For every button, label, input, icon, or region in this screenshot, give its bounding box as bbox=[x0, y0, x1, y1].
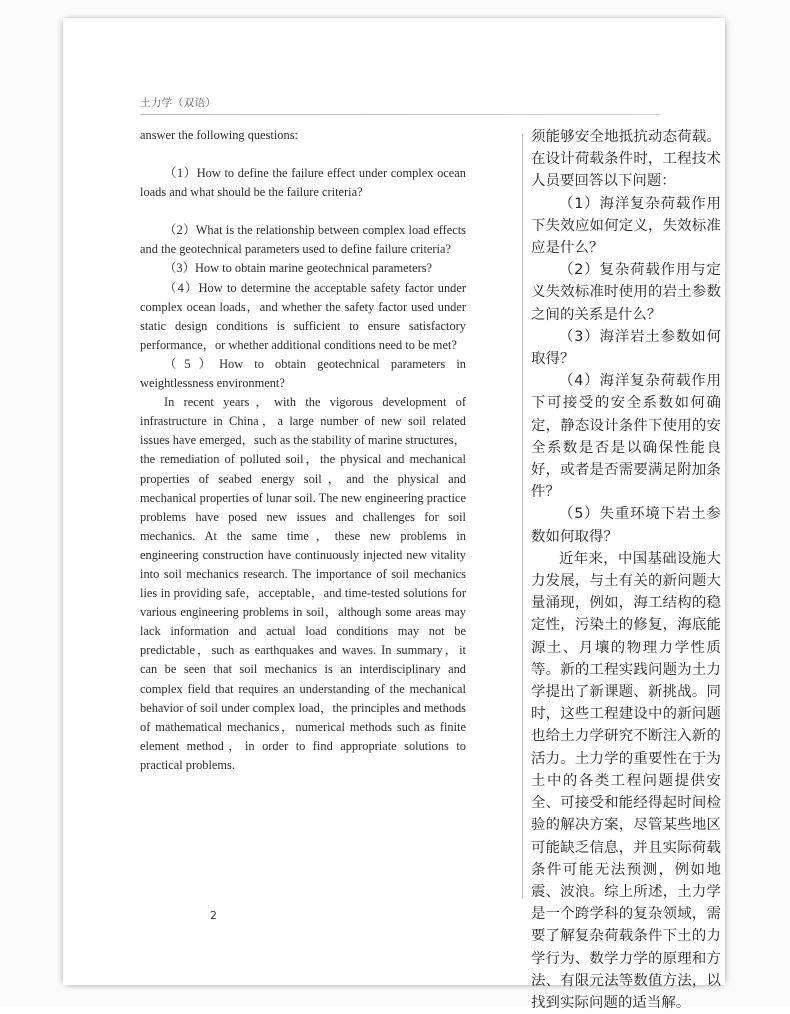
paragraph-question-1-zh: （1）海洋复杂荷载作用下失效应如何定义，失效标准应是什么？ bbox=[531, 195, 721, 257]
document-page bbox=[63, 18, 725, 1011]
running-header bbox=[140, 96, 660, 115]
english-text-column bbox=[140, 126, 466, 775]
paragraph-question-3: （3）How to obtain marine geotechnical parameters? bbox=[164, 261, 433, 276]
header-rule bbox=[140, 114, 660, 115]
paragraph-question-5: （5）How to obtain geotechnical parameters in weightlessness environment? bbox=[140, 356, 466, 391]
page-number: 2 bbox=[210, 909, 217, 922]
running-header-title: 土力学（双语） bbox=[140, 97, 217, 109]
column-divider-rule bbox=[522, 134, 523, 899]
paragraph-closing-zh: 近年来，中国基础设施大力发展，与土有关的新问题大量涌现，例如，海工结构的稳定性，污染土的修复，海底能源土、月壤的物理力学性质等。新的工程实践问题为土力学提出了新课题、新挑战。同时，这些工程建设中的新问题也给土力学研究不断注入新的活力。土力学的重要性在于为土中的各类工程问题提供安全、可接受和能经得起时间检验的解决方案，尽管某些地区可能缺乏信息，并且实际荷载条件可能无法预测，例如地震、波浪。综上所述，土力学是一个跨学科的复杂领域，需要了解复杂荷载条件下土的力学行为、数学力学的原理和方法、有限元法等数值方法，以找到实际问题的适当解。 bbox=[531, 550, 721, 1011]
page-body bbox=[140, 126, 740, 1011]
paragraph-question-4-zh: （4）海洋复杂荷载作用下可接受的安全系数如何确定，静态设计条件下使用的安全系数是否是以确保性能良好，或者是否需要满足附加条件？ bbox=[531, 373, 721, 501]
chinese-text-column bbox=[531, 126, 721, 1014]
paragraph-lead-in-zh: 须能够安全地抵抗动态荷载。在设计荷载条件时，工程技术人员要回答以下问题： bbox=[531, 129, 721, 190]
paragraph-question-4: （4）How to determine the acceptable safety factor under complex ocean loads，and whether the safety factor used under static design conditions is sufficient to ensure satisfactory performance，or whether additional conditions need to be met? bbox=[140, 280, 466, 352]
paragraph-lead-in: answer the following questions: bbox=[140, 128, 298, 142]
paragraph-question-3-zh: （3）海洋岩土参数如何取得？ bbox=[531, 328, 721, 368]
paragraph-question-2-zh: （2）复杂荷载作用与定义失效标准时使用的岩土参数之间的关系是什么？ bbox=[531, 262, 721, 323]
paragraph-question-5-zh: （5）失重环境下岩土参数如何取得？ bbox=[531, 506, 721, 545]
paragraph-question-2: （2）What is the relationship between complex load effects and the geotechnical parameters used to define failure criteria? bbox=[140, 223, 466, 257]
paragraph-question-1: （1）How to define the failure effect under complex ocean loads and what should be the failure criteria? bbox=[140, 166, 466, 200]
paragraph-closing: In recent years，with the vigorous development of infrastructure in China，a large number of new soil related issues have emerged，such as the stability of marine structures，the remediation of polluted soil，the physical and mechanical properties of seabed energy soil，and the physical and mechanical properties of lunar soil. The new engineering practice problems have posed new issues and challenges for soil mechanics. At the same time，these new problems in engineering construction have continuously injected new vitality into soil mechanics research. The importance of soil mechanics lies in providing safe，acceptable，and time-tested solutions for various engineering problems in soil，although some areas may lack information and actual load conditions may not be predictable，such as earthquakes and waves. In summary，it can be seen that soil mechanics is an interdisciplinary and complex field that requires an understanding of the mechanical behavior of soil under complex load，the principles and methods of mathematical mechanics，numerical methods such as finite element method，in order to find appropriate solutions to practical problems. bbox=[140, 395, 466, 772]
